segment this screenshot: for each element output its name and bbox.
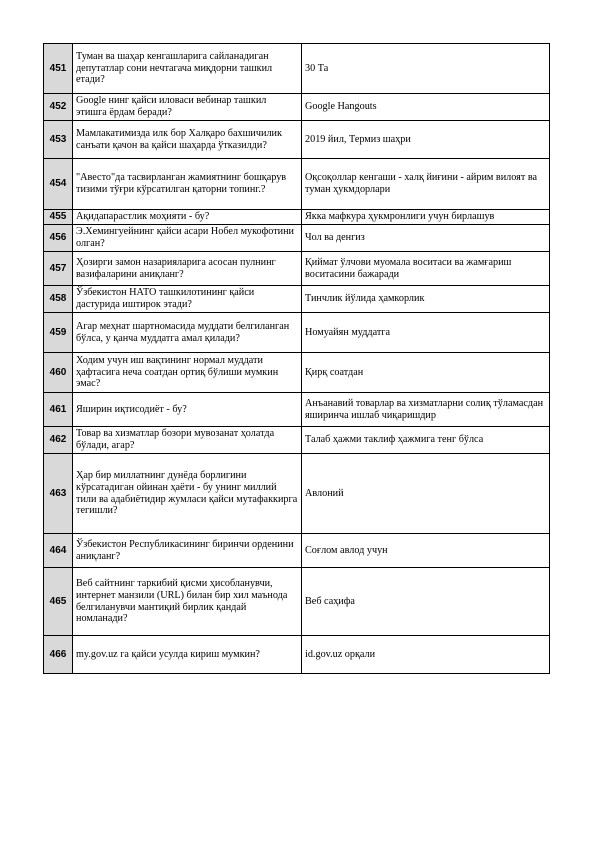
row-number: 461 (44, 393, 73, 427)
question-cell: Яширин иқтисодиёт - бу? (73, 393, 302, 427)
answer-cell: 30 Та (302, 44, 550, 94)
table-row (44, 636, 550, 674)
table-row (44, 210, 550, 225)
question-cell: Товар ва хизматлар бозори мувозанат ҳолатда бўлади, агар? (73, 427, 302, 454)
answer-cell: id.gov.uz орқали (302, 636, 550, 674)
question-cell: Э.Хемингуейнинг қайси асари Нобел мукофотини олган? (73, 225, 302, 252)
question-cell: Мамлакатимизда илк бор Халқаро бахшичилик санъати қачон ва қайси шаҳарда ўтказилди? (73, 121, 302, 159)
row-number: 459 (44, 313, 73, 353)
answer-cell: Қиймат ўлчови муомала воситаси ва жамғариш воситасини бажаради (302, 252, 550, 286)
answer-cell: Соғлом авлод учун (302, 534, 550, 568)
table-row (44, 313, 550, 353)
row-number: 452 (44, 94, 73, 121)
answer-cell: Оқсоқоллар кенгаши - халқ йиғини - айрим вилоят ва туман ҳукмдорлари (302, 159, 550, 210)
table-row (44, 94, 550, 121)
answer-cell: Чол ва денгиз (302, 225, 550, 252)
table-row (44, 44, 550, 94)
question-cell: Ўзбекистон НАТО ташкилотининг қайси дастурида иштирок этади? (73, 286, 302, 313)
answer-cell: Веб саҳифа (302, 568, 550, 636)
question-cell: Ўзбекистон Республикасининг биринчи орденини аниқланг? (73, 534, 302, 568)
question-cell: Ҳар бир миллатнинг дунёда борлигини кўрсатадиган ойинан ҳаёти - бу унинг миллий тили ва адабиётидир жумласи қайси мутафаккирга тегишли? (73, 454, 302, 534)
question-cell: Ходим учун иш вақтининг нормал муддати ҳафтасига неча соатдан ортиқ бўлиши мумкин эмас? (73, 353, 302, 393)
question-cell: Ҳозирги замон назарияларига асосан пулнинг вазифаларини аниқланг? (73, 252, 302, 286)
table-row (44, 252, 550, 286)
answer-cell: Авлоний (302, 454, 550, 534)
row-number: 455 (44, 210, 73, 225)
row-number: 457 (44, 252, 73, 286)
answer-cell: Номуайян муддатга (302, 313, 550, 353)
row-number: 454 (44, 159, 73, 210)
row-number: 458 (44, 286, 73, 313)
answer-cell: 2019 йил, Термиз шаҳри (302, 121, 550, 159)
question-cell: "Авесто"да тасвирланган жамиятнинг бошқарув тизими тўғри кўрсатилган қаторни топинг.? (73, 159, 302, 210)
answer-cell: Якка мафкура ҳукмронлиги учун бирлашув (302, 210, 550, 225)
table-row (44, 393, 550, 427)
row-number: 451 (44, 44, 73, 94)
question-cell: Ақидапарастлик моҳияти - бу? (73, 210, 302, 225)
table-row (44, 286, 550, 313)
table-row (44, 454, 550, 534)
answer-cell: Тинчлик йўлида ҳамкорлик (302, 286, 550, 313)
table-row (44, 353, 550, 393)
table-row (44, 121, 550, 159)
answer-cell: Анъанавий товарлар ва хизматларни солиқ тўламасдан яширинча ишлаб чиқаришдир (302, 393, 550, 427)
row-number: 456 (44, 225, 73, 252)
answer-cell: Google Hangouts (302, 94, 550, 121)
answer-cell: Талаб ҳажми таклиф ҳажмига тенг бўлса (302, 427, 550, 454)
row-number: 465 (44, 568, 73, 636)
table-row (44, 225, 550, 252)
question-answer-table (43, 43, 550, 674)
row-number: 464 (44, 534, 73, 568)
table-body (44, 44, 550, 674)
question-cell: Google нинг қайси иловаси вебинар ташкил этишга ёрдам беради? (73, 94, 302, 121)
table-row (44, 159, 550, 210)
table-row (44, 534, 550, 568)
row-number: 460 (44, 353, 73, 393)
row-number: 453 (44, 121, 73, 159)
question-cell: my.gov.uz га қайси усулда кириш мумкин? (73, 636, 302, 674)
question-cell: Веб сайтнинг таркибий қисми ҳисобланувчи, интернет манзили (URL) билан бир хил маънода белгиланувчи мантиқий бирлик қандай номланади? (73, 568, 302, 636)
table-row (44, 568, 550, 636)
question-cell: Агар меҳнат шартномасида муддати белгиланган бўлса, у қанча муддатга амал қилади? (73, 313, 302, 353)
row-number: 466 (44, 636, 73, 674)
row-number: 462 (44, 427, 73, 454)
answer-cell: Қирқ соатдан (302, 353, 550, 393)
table-row (44, 427, 550, 454)
question-cell: Туман ва шаҳар кенгашларига сайланадиган депутатлар сони нечтагача миқдорни ташкил етади? (73, 44, 302, 94)
row-number: 463 (44, 454, 73, 534)
